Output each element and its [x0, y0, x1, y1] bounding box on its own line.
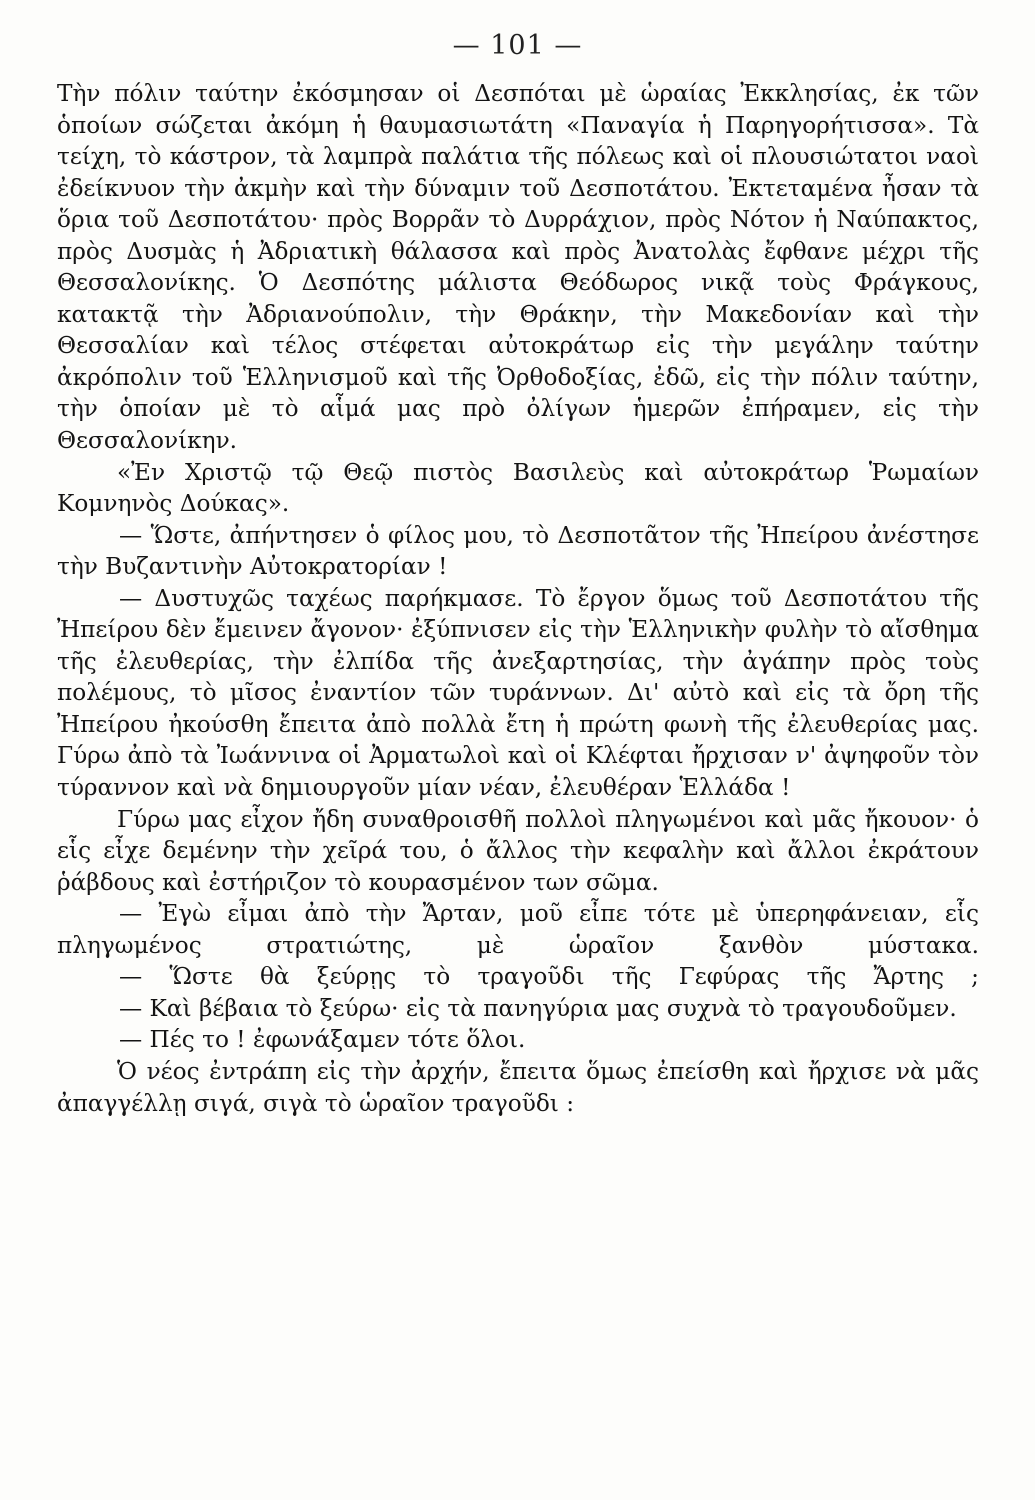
- page-number: — 101 —: [452, 30, 583, 61]
- paragraph-2: «Ἐν Χριστῷ τῷ Θεῷ πιστὸς Βασιλεὺς καὶ αὐτοκράτωρ Ῥωμαίων Κομνηνὸς Δούκας».: [57, 458, 979, 518]
- paragraph-9: — Πές το ! ἐφωνάξαμεν τότε ὅλοι.: [119, 1026, 526, 1054]
- paragraph-3: — Ὥστε, ἀπήντησεν ὁ φίλος μου, τὸ Δεσποτᾶτον τῆς Ἠπείρου ἀνέστησε τὴν Βυζαντινὴν Αὐτοκρατορίαν !: [57, 521, 979, 581]
- paragraph-8: — Καὶ βέβαια τὸ ξεύρω· εἰς τὰ πανηγύρια μας συχνὰ τὸ τραγουδοῦμεν.: [119, 994, 957, 1022]
- paragraph-5: Γύρω μας εἶχον ἤδη συναθροισθῆ πολλοὶ πληγωμένοι καὶ μᾶς ἤκουον· ὁ εἷς εἶχε δεμένην τὴν χεῖρά του, ὁ ἄλλος τὴν κεφαλὴν καὶ ἄλλοι ἐκράτουν ῥάβδους καὶ ἐστήριζον τὸ κουρασμένον των σῶμα.: [57, 805, 979, 896]
- body-text: [57, 78, 979, 1119]
- paragraph-7: — Ὥστε θὰ ξεύρῃς τὸ τραγοῦδι τῆς Γεφύρας τῆς Ἄρτης ;: [119, 963, 979, 991]
- paragraph-1: Τὴν πόλιν ταύτην ἐκόσμησαν οἱ Δεσπόται μὲ ὡραίας Ἐκκλησίας, ἐκ τῶν ὁποίων σώζεται ἀκόμη ἡ θαυμασιωτάτη «Παναγία ἡ Παρηγορήτισσα». Τὰ τείχη, τὸ κάστρον, τὰ λαμπρὰ παλάτια τῆς πόλεως καὶ οἱ πλουσιώτατοι ναοὶ ἐδείκνυον τὴν ἀκμὴν καὶ τὴν δύναμιν τοῦ Δεσποτάτου. Ἐκτεταμένα ἦσαν τὰ ὅρια τοῦ Δεσποτάτου· πρὸς Βορρᾶν τὸ Δυρράχιον, πρὸς Νότον ἡ Ναύπακτος, πρὸς Δυσμὰς ἡ Ἀδριατικὴ θάλασσα καὶ πρὸς Ἀνατολὰς ἔφθανε μέχρι τῆς Θεσσαλονίκης. Ὁ Δεσπότης μάλιστα Θεόδωρος νικᾷ τοὺς Φράγκους, κατακτᾷ τὴν Ἀδριανούπολιν, τὴν Θράκην, τὴν Μακεδονίαν καὶ τὴν Θεσσαλίαν καὶ τέλος στέφεται αὐτοκράτωρ εἰς τὴν μεγάλην ταύτην ἀκρόπολιν τοῦ Ἑλληνισμοῦ καὶ τῆς Ὀρθοδοξίας, ἐδῶ, εἰς τὴν πόλιν ταύτην, τὴν ὁποίαν μὲ τὸ αἷμά μας πρὸ ὀλίγων ἡμερῶν ἐπήραμεν, εἰς τὴν Θεσσαλονίκην.: [57, 80, 979, 455]
- paragraph-10: Ὁ νέος ἐντράπη εἰς τὴν ἀρχήν, ἔπειτα ὅμως ἐπείσθη καὶ ἤρχισε νὰ μᾶς ἀπαγγέλλῃ σιγά, σιγὰ τὸ ὡραῖον τραγοῦδι :: [57, 1057, 979, 1117]
- paragraph-4: — Δυστυχῶς ταχέως παρήκμασε. Τὸ ἔργον ὅμως τοῦ Δεσποτάτου τῆς Ἠπείρου δὲν ἔμεινεν ἄγονον· ἐξύπνισεν εἰς τὴν Ἑλληνικὴν φυλὴν τὸ αἴσθημα τῆς ἐλευθερίας, τὴν ἐλπίδα τῆς ἀνεξαρτησίας, τὴν ἀγάπην πρὸς τοὺς πολέμους, τὸ μῖσος ἐναντίον τῶν τυράννων. Δι' αὐτὸ καὶ εἰς τὰ ὄρη τῆς Ἠπείρου ἠκούσθη ἔπειτα ἀπὸ πολλὰ ἔτη ἡ πρώτη φωνὴ τῆς ἐλευθερίας μας. Γύρω ἀπὸ τὰ Ἰωάννινα οἱ Ἀρματωλοὶ καὶ οἱ Κλέφται ἤρχισαν ν' ἀψηφοῦν τὸν τύραννον καὶ νὰ δημιουργοῦν μίαν νέαν, ἐλευθέραν Ἑλλάδα !: [57, 584, 979, 802]
- paragraph-6: — Ἐγὼ εἶμαι ἀπὸ τὴν Ἄρταν, μοῦ εἶπε τότε μὲ ὑπερηφάνειαν, εἷς πληγωμένος στρατιώτης, μὲ ὡραῖον ξανθὸν μύστακα.: [57, 900, 979, 959]
